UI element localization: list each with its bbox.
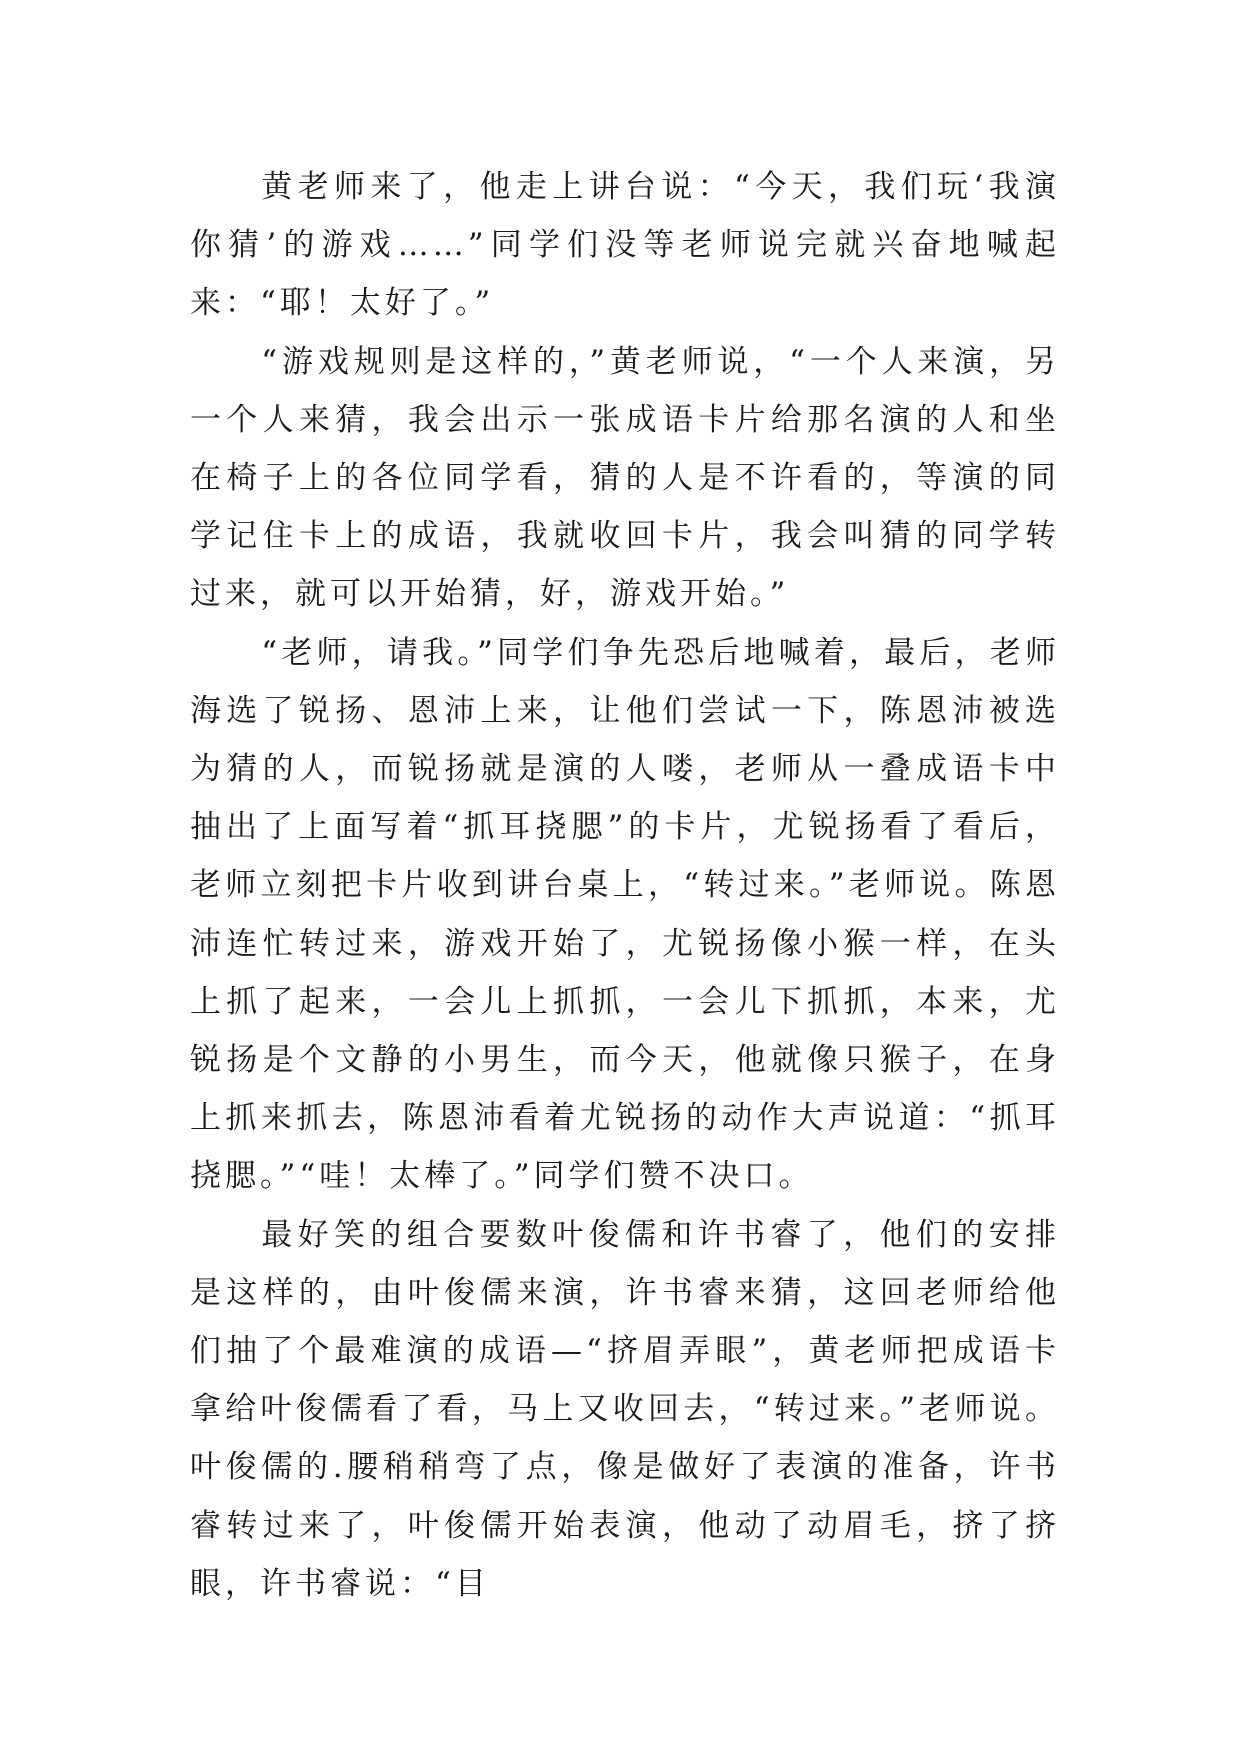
paragraph-1: 黄老师来了，他走上讲台说：“今天，我们玩‘我演你猜’的游戏……”同学们没等老师说完就兴奋地喊起来：“耶！太好了。” [190, 169, 1060, 322]
paragraph-4: 最好笑的组合要数叶俊儒和许书睿了，他们的安排是这样的，由叶俊儒来演，许书睿来猜，这回老师给他们抽了个最难演的成语—“挤眉弄眼”，黄老师把成语卡拿给叶俊儒看了看，马上又收回去，“转过来。”老师说。叶俊儒的.腰稍稍弯了点，像是做好了表演的准备，许书睿转过来了，叶俊儒开始表演，他动了动眉毛，挤了挤眼，许书睿说：“目 [190, 1216, 1060, 1602]
article-body [190, 158, 1060, 1613]
paragraph-2: “游戏规则是这样的，”黄老师说，“一个人来演，另一个人来猜，我会出示一张成语卡片给那名演的人和坐在椅子上的各位同学看，猜的人是不许看的，等演的同学记住卡上的成语，我就收回卡片，我会叫猜的同学转过来，就可以开始猜，好，游戏开始。” [190, 343, 1060, 613]
paragraph-3: “老师，请我。”同学们争先恐后地喊着，最后，老师海选了锐扬、恩沛上来，让他们尝试一下，陈恩沛被选为猜的人，而锐扬就是演的人喽，老师从一叠成语卡中抽出了上面写着“抓耳挠腮”的卡片，尤锐扬看了看后，老师立刻把卡片收到讲台桌上，“转过来。”老师说。陈恩沛连忙转过来，游戏开始了，尤锐扬像小猴一样，在头上抓了起来，一会儿上抓抓，一会儿下抓抓，本来，尤锐扬是个文静的小男生，而今天，他就像只猴子，在身上抓来抓去，陈恩沛看着尤锐扬的动作大声说道：“抓耳挠腮。”“哇！太棒了。”同学们赞不决口。 [190, 634, 1060, 1195]
